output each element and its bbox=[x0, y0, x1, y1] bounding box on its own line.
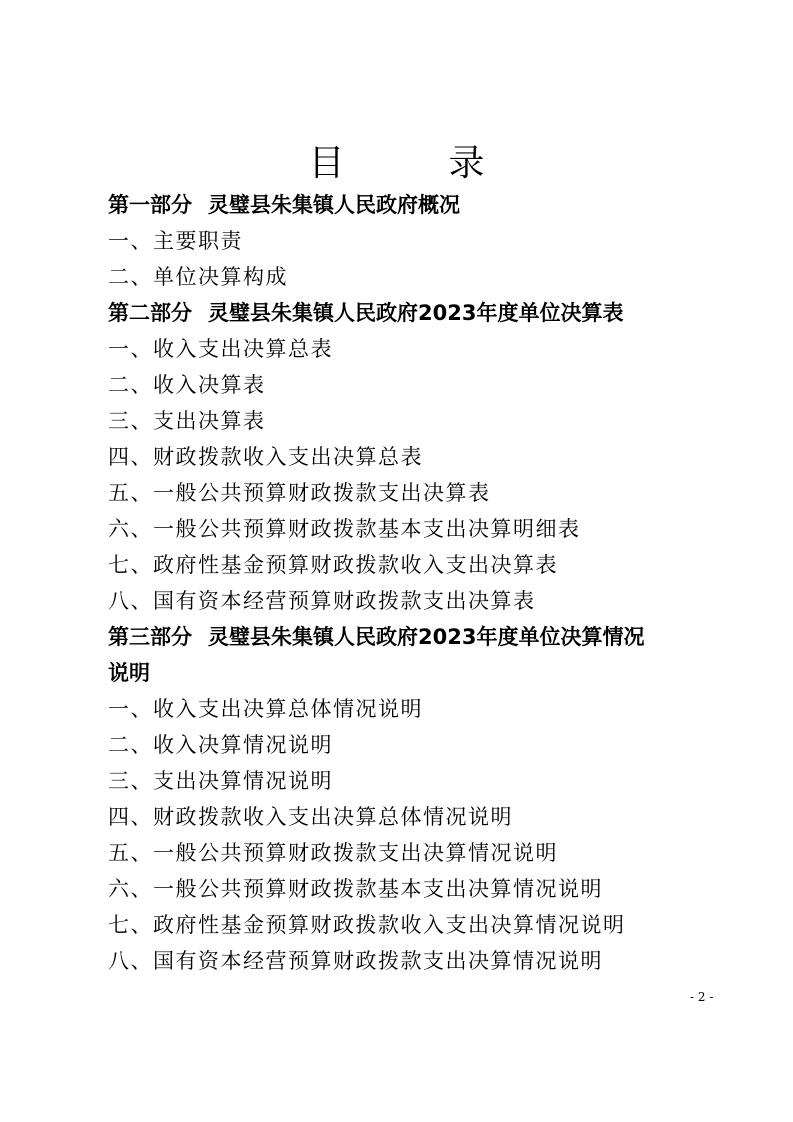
part3-item-5[interactable]: 五、一般公共预算财政拨款支出决算情况说明 bbox=[108, 841, 558, 865]
part3-item-2[interactable]: 二、收入决算情况说明 bbox=[108, 733, 333, 757]
part2-label: 第二部分 bbox=[108, 301, 192, 325]
part1-title: 灵璧县朱集镇人民政府概况 bbox=[208, 193, 460, 217]
part2-item-1[interactable]: 一、收入支出决算总表 bbox=[108, 337, 333, 361]
part3-item-8[interactable]: 八、国有资本经营预算财政拨款支出决算情况说明 bbox=[108, 949, 603, 973]
part1-item-2[interactable]: 二、单位决算构成 bbox=[108, 265, 288, 289]
part3-title-line1: 灵璧县朱集镇人民政府2023年度单位决算情况 bbox=[208, 625, 645, 649]
page-number: - 2 - bbox=[690, 990, 714, 1004]
part1-item-1[interactable]: 一、主要职责 bbox=[108, 229, 243, 253]
part3-title-line2: 说明 bbox=[108, 661, 150, 685]
part1-heading[interactable] bbox=[108, 187, 708, 223]
part2-item-7[interactable]: 七、政府性基金预算财政拨款收入支出决算表 bbox=[108, 553, 558, 577]
part2-item-2[interactable]: 二、收入决算表 bbox=[108, 373, 266, 397]
part3-item-7[interactable]: 七、政府性基金预算财政拨款收入支出决算情况说明 bbox=[108, 913, 626, 937]
part2-item-8[interactable]: 八、国有资本经营预算财政拨款支出决算表 bbox=[108, 589, 536, 613]
table-of-contents bbox=[108, 187, 708, 979]
part2-title: 灵璧县朱集镇人民政府2023年度单位决算表 bbox=[208, 301, 624, 325]
part3-heading[interactable] bbox=[108, 619, 708, 655]
part1-label: 第一部分 bbox=[108, 193, 192, 217]
part2-item-6[interactable]: 六、一般公共预算财政拨款基本支出决算明细表 bbox=[108, 517, 581, 541]
part3-item-3[interactable]: 三、支出决算情况说明 bbox=[108, 769, 333, 793]
part3-item-1[interactable]: 一、收入支出决算总体情况说明 bbox=[108, 697, 423, 721]
part2-heading[interactable] bbox=[108, 295, 708, 331]
part2-item-5[interactable]: 五、一般公共预算财政拨款支出决算表 bbox=[108, 481, 491, 505]
part3-label: 第三部分 bbox=[108, 625, 192, 649]
part3-item-4[interactable]: 四、财政拨款收入支出决算总体情况说明 bbox=[108, 805, 513, 829]
part2-item-4[interactable]: 四、财政拨款收入支出决算总表 bbox=[108, 445, 423, 469]
part2-item-3[interactable]: 三、支出决算表 bbox=[108, 409, 266, 433]
part3-item-6[interactable]: 六、一般公共预算财政拨款基本支出决算情况说明 bbox=[108, 877, 603, 901]
page-title: 目 录 bbox=[308, 143, 519, 184]
